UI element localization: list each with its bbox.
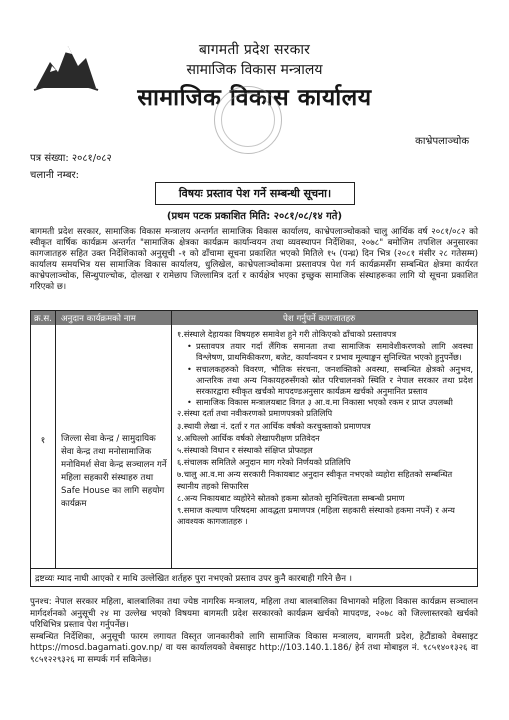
notice-subject: विषयः प्रस्ताव पेश गर्ने सम्बन्धी सूचना। (155, 182, 355, 205)
column-divider (171, 311, 172, 568)
document-item: ८.अन्य निकायबाट व्यहोरेने स्रोतको हकमा स्रोतको सुनिश्चितता सम्बन्धी प्रमाण (177, 492, 405, 503)
publication-date: (प्रथम पटक प्रकाशित मिति: २०८१/०८/१४ गते) (166, 211, 343, 222)
document-item: २.संस्था दर्ता तथा नवीकरणको प्रमाणपत्रको प्रतिलिपि (177, 408, 333, 419)
document-subitem: • प्रस्तावपत्र तयार गर्दा लैंगिक समानता तथा सामाजिक समावेशीकरणको लागि अवस्था विश्लेषण, प्राथमिकीकरण, बजेट, कार्यान्वयन र प्रभाव मूल्याङ्कन सुनिश्चित भएको हुनुपर्नेछ। (187, 341, 473, 363)
header-documents: पेश गर्नुपर्ने कागजातहरु (283, 314, 356, 324)
document-item: ५.संस्थाको विधान र संस्थाको संक्षिप्त प्रोफाइल (177, 445, 313, 456)
document-item: ९.समाज कल्याण परिषदमा आवद्धता प्रमाणपत्र (महिला सहकारी संस्थाको हकमा नपर्ने) र अन्य आवश्यक कागजातहरु । (177, 505, 455, 527)
office-location: काभ्रेपलाञ्चोक (415, 136, 469, 147)
document-item: ४.अघिल्लो आर्थिक वर्षको लेखापरीक्षण प्रतिवेदन (177, 432, 320, 443)
documents-list (177, 329, 473, 528)
document-item: ६.संचालक समितिले अनुदान माग गरेको निर्णयको प्रतिलिपि (177, 457, 351, 468)
letter-number: पत्र संख्या: २०८१/०८२ (30, 153, 112, 164)
postscript-paragraph: पुनश्च: नेपाल सरकार महिला, बालबालिका तथा ज्येष्ठ नागरिक मन्त्रालय, महिला तथा बालबालिका विभागको महिला विकास कार्यक्रम सञ्चालन मार्गदर्शनको अनुसूची २४ मा उल्लेख भएको विषयमा बागमती प्रदेश सरकारको कार्यक्रम खर्चको मापदण्ड, २०७८ को जिल्लास्तरको खर्चको परिधिभित्र प्रस्ताव पेश गर्नुपर्नेछ। (30, 597, 478, 631)
column-divider (55, 311, 56, 568)
document-item: १.संस्थाले देहायका विषयहरु समावेश हुने गरी तोकिएको ढाँचाको प्रस्तावपत्र (177, 329, 397, 339)
government-name: बागमती प्रदेश सरकार (198, 42, 311, 58)
footer-section (30, 597, 478, 667)
document-subitems (187, 341, 473, 408)
document-item: ३.स्थायी लेखा नं. दर्ता र गत आर्थिक वर्षको करचुक्ताको प्रमाणपत्र (177, 420, 371, 431)
document-item: ७.चालु आ.व.मा अन्य सरकारी निकायबाट अनुदान स्वीकृत नभएको व्यहोरा सहितको सम्बन्धित स्थानीय तहको सिफारिस (177, 469, 453, 491)
ministry-name: सामाजिक विकास मन्त्रालय (186, 62, 323, 78)
program-name: जिल्ला सेवा केन्द्र / सामुदायिक सेवा केन्द्र तथा मनोसामाजिक मनोविमर्श सेवा केन्द्र सञ्चालन गर्ने महिला सहकारी संस्थाहरु तथा Safe House का लागि सहयोग कार्यक्रम (61, 434, 167, 509)
header-program: अनुदान कार्यक्रमको नाम (61, 314, 136, 324)
document-subitem: • सामाजिक विकास मन्त्रालयबाट विगत ३ आ.व.मा निकासा भएको रकम र प्राप्त उपलब्धी (187, 397, 473, 408)
contact-paragraph: सम्बन्धित निर्देशिका, अनुसूची फारम लगायत विस्तृत जानकारीको लागि सामाजिक विकास मन्त्रालय, बागमती प्रदेश, हेटौंडाको वेबसाइट https://mosd.bagamati.gov.np/ वा यस कार्यालयको वेबसाइट http://103.140.1.186/ हेर्न तथा मोबाइल नं. ९८५१४०१३२६ वा ९८५१२२९३२६ मा सम्पर्क गर्न सकिनेछ। (30, 631, 478, 665)
intro-paragraph: बागमती प्रदेश सरकार, सामाजिक विकास मन्त्रालय अन्तर्गत सामाजिक विकास कार्यालय, काभ्रेपलाञ्चोकको चालु आर्थिक वर्ष २०८१/०८२ को स्वीकृत वार्षिक कार्यक्रम अन्तर्गत "सामाजिक क्षेत्रका कार्यक्रम कार्यान्वयन तथा व्यवस्थापन निर्देशिका, २०७८" बमोजिम तपशिल अनुसारका कागजातहरु सहित उक्त निर्देशिकाको अनुसूची -१ को ढाँचामा सूचना प्रकाशित भएको मितिले १५ (पन्ध्र) दिन भित्र (२०८१ मंसीर २८ गतेसम्म) कार्यालय समयभित्र यस सामाजिक विकास कार्यालय, धुलिखेल, काभ्रेपलाञ्चोकमा प्रस्तावपत्र पेश गर्न कार्यक्रमसँग सम्बन्धित क्षेत्रमा कार्यरत काभ्रेपलाञ्चोक, सिन्धुपाल्चोक, दोलखा र रामेछाप जिल्लामित्र दर्ता र कार्यक्षेत्र भएका इच्छुक सामाजिक संस्थाहरूका लागि यो सूचना प्रकाशित गरिएको छ। (30, 227, 478, 292)
header-serial: क्र.स. (34, 314, 52, 324)
office-name: सामाजिक विकास कार्यालय (137, 85, 372, 111)
document-subitem: • सचालकहरुको विवरण, भौतिक संरचना, जनशक्तिको अवस्था, सम्बन्धित क्षेत्रको अनुभव, आन्तरिक तथा अन्य निकायहरुसँगको स्रोत परिचालनको स्थिति र नेपाल सरकार तथा प्रदेश सरकारद्वारा स्वीकृत खर्चको मापदण्डअनुसार कार्यक्रम खर्चको अनुमानित प्रस्ताव (187, 364, 473, 398)
office-stamp (214, 86, 282, 154)
table-note: द्रष्टव्यः म्याद नाघी आएको र माथि उल्लेखित शर्तहरु पुरा नभएको प्रस्ताव उपर कुनै कारबाही गरिने छैन । (31, 568, 477, 586)
serial-number: १ (40, 436, 46, 446)
dispatch-number: चलानी नम्बर: (30, 170, 80, 181)
table-header-row (31, 311, 477, 325)
requirements-table (30, 310, 478, 587)
